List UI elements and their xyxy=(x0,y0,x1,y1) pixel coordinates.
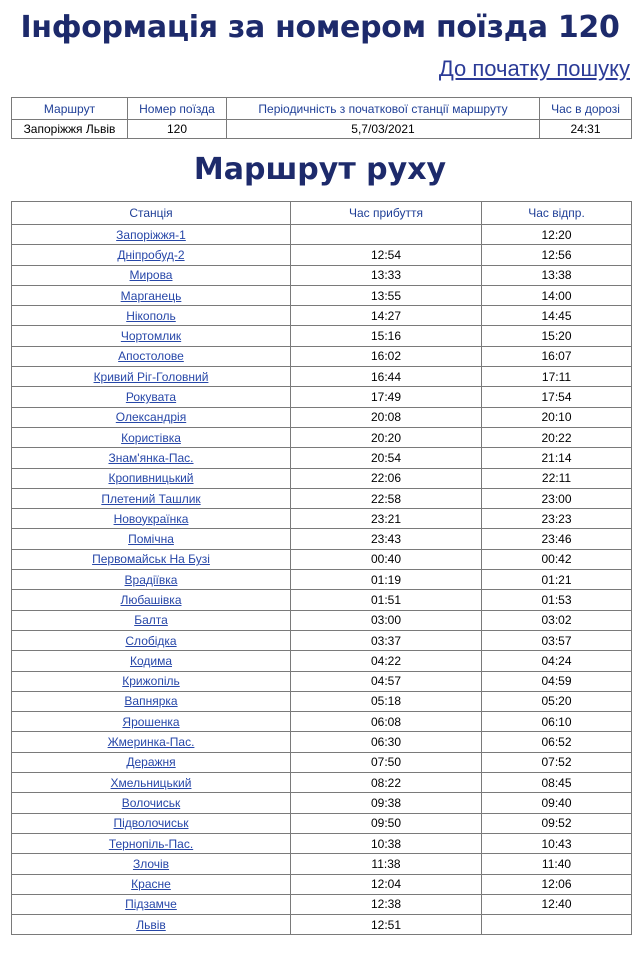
station-cell xyxy=(12,570,291,590)
station-cell xyxy=(12,610,291,630)
station-link[interactable]: Кодима xyxy=(129,653,173,668)
departure-time: 09:52 xyxy=(482,813,632,833)
station-cell xyxy=(12,448,291,468)
station-link[interactable]: Нікополь xyxy=(126,308,176,323)
station-link[interactable]: Волочиськ xyxy=(121,795,181,810)
table-row xyxy=(12,468,632,488)
table-row xyxy=(12,488,632,508)
station-link[interactable]: Апостолове xyxy=(118,349,184,364)
table-row xyxy=(12,509,632,529)
table-row xyxy=(12,225,632,245)
arrival-time: 06:30 xyxy=(291,732,482,752)
station-cell xyxy=(12,874,291,894)
station-cell xyxy=(12,306,291,326)
table-row xyxy=(12,590,632,610)
station-cell xyxy=(12,529,291,549)
station-link[interactable]: Тернопіль-Пас. xyxy=(108,836,194,851)
station-link[interactable]: Рокувата xyxy=(125,390,177,405)
station-cell xyxy=(12,854,291,874)
info-route: Запоріжжя Львів xyxy=(12,120,128,139)
station-link[interactable]: Користівка xyxy=(121,430,181,445)
table-row xyxy=(12,549,632,569)
arrival-time: 04:57 xyxy=(291,671,482,691)
arrival-time: 23:21 xyxy=(291,509,482,529)
arrival-time: 01:19 xyxy=(291,570,482,590)
table-row xyxy=(12,245,632,265)
arrival-time: 05:18 xyxy=(291,691,482,711)
departure-time: 06:52 xyxy=(482,732,632,752)
departure-time: 07:52 xyxy=(482,752,632,772)
departure-time: 14:45 xyxy=(482,306,632,326)
departure-time: 04:24 xyxy=(482,651,632,671)
arrival-time: 06:08 xyxy=(291,712,482,732)
station-link[interactable]: Жмеринка-Пас. xyxy=(107,735,195,750)
table-row xyxy=(12,610,632,630)
station-cell xyxy=(12,833,291,853)
table-row xyxy=(12,448,632,468)
route-header-station: Станція xyxy=(12,202,291,225)
station-link[interactable]: Хмельницький xyxy=(110,775,192,790)
arrival-time: 20:54 xyxy=(291,448,482,468)
departure-time: 12:56 xyxy=(482,245,632,265)
info-header-periodicity: Періодичність з початкової станції маршруту xyxy=(227,98,540,120)
departure-time: 05:20 xyxy=(482,691,632,711)
station-link[interactable]: Знам'янка-Пас. xyxy=(108,450,194,465)
station-cell xyxy=(12,712,291,732)
train-info-table xyxy=(11,97,632,139)
station-link[interactable]: Львів xyxy=(136,917,166,932)
station-link[interactable]: Кривий Ріг-Головний xyxy=(93,369,209,384)
arrival-time: 11:38 xyxy=(291,854,482,874)
departure-time: 17:11 xyxy=(482,367,632,387)
station-cell xyxy=(12,773,291,793)
departure-time: 23:23 xyxy=(482,509,632,529)
info-header-route: Маршрут xyxy=(12,98,128,120)
station-link[interactable]: Злочів xyxy=(132,856,170,871)
station-link[interactable]: Дніпробуд-2 xyxy=(117,247,185,262)
station-link[interactable]: Запоріжжя-1 xyxy=(116,227,186,242)
station-cell xyxy=(12,387,291,407)
departure-time: 12:20 xyxy=(482,225,632,245)
info-travel-time: 24:31 xyxy=(540,120,632,139)
station-cell xyxy=(12,813,291,833)
station-cell xyxy=(12,265,291,285)
arrival-time: 16:02 xyxy=(291,346,482,366)
station-link[interactable]: Плетений Ташлик xyxy=(101,491,201,506)
station-link[interactable]: Любашівка xyxy=(120,592,182,607)
departure-time: 08:45 xyxy=(482,773,632,793)
station-link[interactable]: Олександрія xyxy=(115,410,187,425)
table-row xyxy=(12,367,632,387)
table-row xyxy=(12,427,632,447)
station-cell xyxy=(12,752,291,772)
arrival-time: 12:04 xyxy=(291,874,482,894)
departure-time: 15:20 xyxy=(482,326,632,346)
arrival-time: 12:54 xyxy=(291,245,482,265)
departure-time: 12:40 xyxy=(482,894,632,914)
departure-time: 14:00 xyxy=(482,285,632,305)
station-link[interactable]: Первомайськ На Бузі xyxy=(92,552,210,567)
arrival-time: 23:43 xyxy=(291,529,482,549)
arrival-time: 09:38 xyxy=(291,793,482,813)
station-link[interactable]: Помічна xyxy=(128,532,174,547)
departure-time: 21:14 xyxy=(482,448,632,468)
station-link[interactable]: Ярошенка xyxy=(122,714,180,729)
table-row xyxy=(12,285,632,305)
route-header-arrival: Час прибуття xyxy=(291,202,482,225)
departure-time: 17:54 xyxy=(482,387,632,407)
station-cell xyxy=(12,691,291,711)
table-row xyxy=(12,529,632,549)
station-link[interactable]: Мирова xyxy=(129,268,173,283)
table-row xyxy=(12,833,632,853)
station-link[interactable]: Новоукраїнка xyxy=(113,511,189,526)
arrival-time: 16:44 xyxy=(291,367,482,387)
departure-time: 03:02 xyxy=(482,610,632,630)
table-row xyxy=(12,732,632,752)
station-link[interactable]: Врадіївка xyxy=(124,572,178,587)
arrival-time xyxy=(291,225,482,245)
table-row xyxy=(12,691,632,711)
departure-time: 23:46 xyxy=(482,529,632,549)
table-row xyxy=(12,630,632,650)
table-row xyxy=(12,773,632,793)
table-row xyxy=(12,671,632,691)
arrival-time: 20:08 xyxy=(291,407,482,427)
arrival-time: 12:38 xyxy=(291,894,482,914)
table-row xyxy=(12,813,632,833)
arrival-time: 00:40 xyxy=(291,549,482,569)
table-row xyxy=(12,265,632,285)
arrival-time: 22:06 xyxy=(291,468,482,488)
station-cell xyxy=(12,346,291,366)
table-row xyxy=(12,752,632,772)
departure-time: 10:43 xyxy=(482,833,632,853)
table-row xyxy=(12,407,632,427)
station-link[interactable]: Марганець xyxy=(120,288,182,303)
departure-time xyxy=(482,915,632,935)
info-header-row xyxy=(12,98,632,120)
table-row xyxy=(12,854,632,874)
station-cell xyxy=(12,590,291,610)
station-cell xyxy=(12,326,291,346)
departure-time: 06:10 xyxy=(482,712,632,732)
departure-time: 01:53 xyxy=(482,590,632,610)
station-cell xyxy=(12,427,291,447)
station-link[interactable]: Вапнярка xyxy=(124,694,178,709)
arrival-time: 13:55 xyxy=(291,285,482,305)
arrival-time: 20:20 xyxy=(291,427,482,447)
departure-time: 23:00 xyxy=(482,488,632,508)
departure-time: 20:10 xyxy=(482,407,632,427)
station-cell xyxy=(12,549,291,569)
station-cell xyxy=(12,732,291,752)
table-row xyxy=(12,306,632,326)
route-section-title: Маршрут руху xyxy=(193,152,447,187)
table-row xyxy=(12,346,632,366)
departure-time: 00:42 xyxy=(482,549,632,569)
arrival-time: 07:50 xyxy=(291,752,482,772)
arrival-time: 22:58 xyxy=(291,488,482,508)
station-link[interactable]: Чортомлик xyxy=(120,329,182,344)
table-row xyxy=(12,874,632,894)
route-table xyxy=(11,201,632,935)
station-link[interactable]: Підзамче xyxy=(125,897,177,912)
departure-time: 20:22 xyxy=(482,427,632,447)
station-link[interactable]: Кропивницький xyxy=(108,471,194,486)
departure-time: 12:06 xyxy=(482,874,632,894)
arrival-time: 10:38 xyxy=(291,833,482,853)
station-cell xyxy=(12,285,291,305)
station-cell xyxy=(12,225,291,245)
info-train-number: 120 xyxy=(128,120,227,139)
route-header-departure: Час відпр. xyxy=(482,202,632,225)
table-row xyxy=(12,651,632,671)
table-row xyxy=(12,793,632,813)
station-link[interactable]: Балта xyxy=(134,613,168,628)
station-cell xyxy=(12,915,291,935)
route-header-row xyxy=(12,202,632,225)
station-link[interactable]: Деражня xyxy=(126,755,176,770)
table-row xyxy=(12,570,632,590)
arrival-time: 01:51 xyxy=(291,590,482,610)
departure-time: 11:40 xyxy=(482,854,632,874)
station-cell xyxy=(12,488,291,508)
table-row xyxy=(12,894,632,914)
departure-time: 01:21 xyxy=(482,570,632,590)
table-row xyxy=(12,326,632,346)
route-rows xyxy=(12,225,632,935)
info-header-train-number: Номер поїзда xyxy=(128,98,227,120)
station-cell xyxy=(12,407,291,427)
station-link[interactable]: Підволочиськ xyxy=(113,816,189,831)
arrival-time: 03:00 xyxy=(291,610,482,630)
station-link[interactable]: Слобідка xyxy=(125,633,177,648)
station-cell xyxy=(12,651,291,671)
station-link[interactable]: Крижопіль xyxy=(122,674,180,689)
arrival-time: 04:22 xyxy=(291,651,482,671)
station-cell xyxy=(12,671,291,691)
table-row xyxy=(12,915,632,935)
arrival-time: 15:16 xyxy=(291,326,482,346)
departure-time: 16:07 xyxy=(482,346,632,366)
station-cell xyxy=(12,793,291,813)
table-row xyxy=(12,712,632,732)
arrival-time: 09:50 xyxy=(291,813,482,833)
station-cell xyxy=(12,468,291,488)
station-cell xyxy=(12,245,291,265)
arrival-time: 14:27 xyxy=(291,306,482,326)
departure-time: 09:40 xyxy=(482,793,632,813)
departure-time: 03:57 xyxy=(482,630,632,650)
station-cell xyxy=(12,367,291,387)
info-header-travel-time: Час в дорозі xyxy=(540,98,632,120)
arrival-time: 12:51 xyxy=(291,915,482,935)
station-cell xyxy=(12,509,291,529)
back-to-search-link[interactable]: До початку пошуку xyxy=(438,56,630,81)
departure-time: 22:11 xyxy=(482,468,632,488)
info-row xyxy=(12,120,632,139)
station-link[interactable]: Красне xyxy=(131,877,171,892)
arrival-time: 03:37 xyxy=(291,630,482,650)
arrival-time: 13:33 xyxy=(291,265,482,285)
departure-time: 04:59 xyxy=(482,671,632,691)
info-periodicity: 5,7/03/2021 xyxy=(227,120,540,139)
table-row xyxy=(12,387,632,407)
page-title: Інформація за номером поїзда 120 xyxy=(20,10,620,45)
departure-time: 13:38 xyxy=(482,265,632,285)
station-cell xyxy=(12,894,291,914)
arrival-time: 17:49 xyxy=(291,387,482,407)
station-cell xyxy=(12,630,291,650)
arrival-time: 08:22 xyxy=(291,773,482,793)
